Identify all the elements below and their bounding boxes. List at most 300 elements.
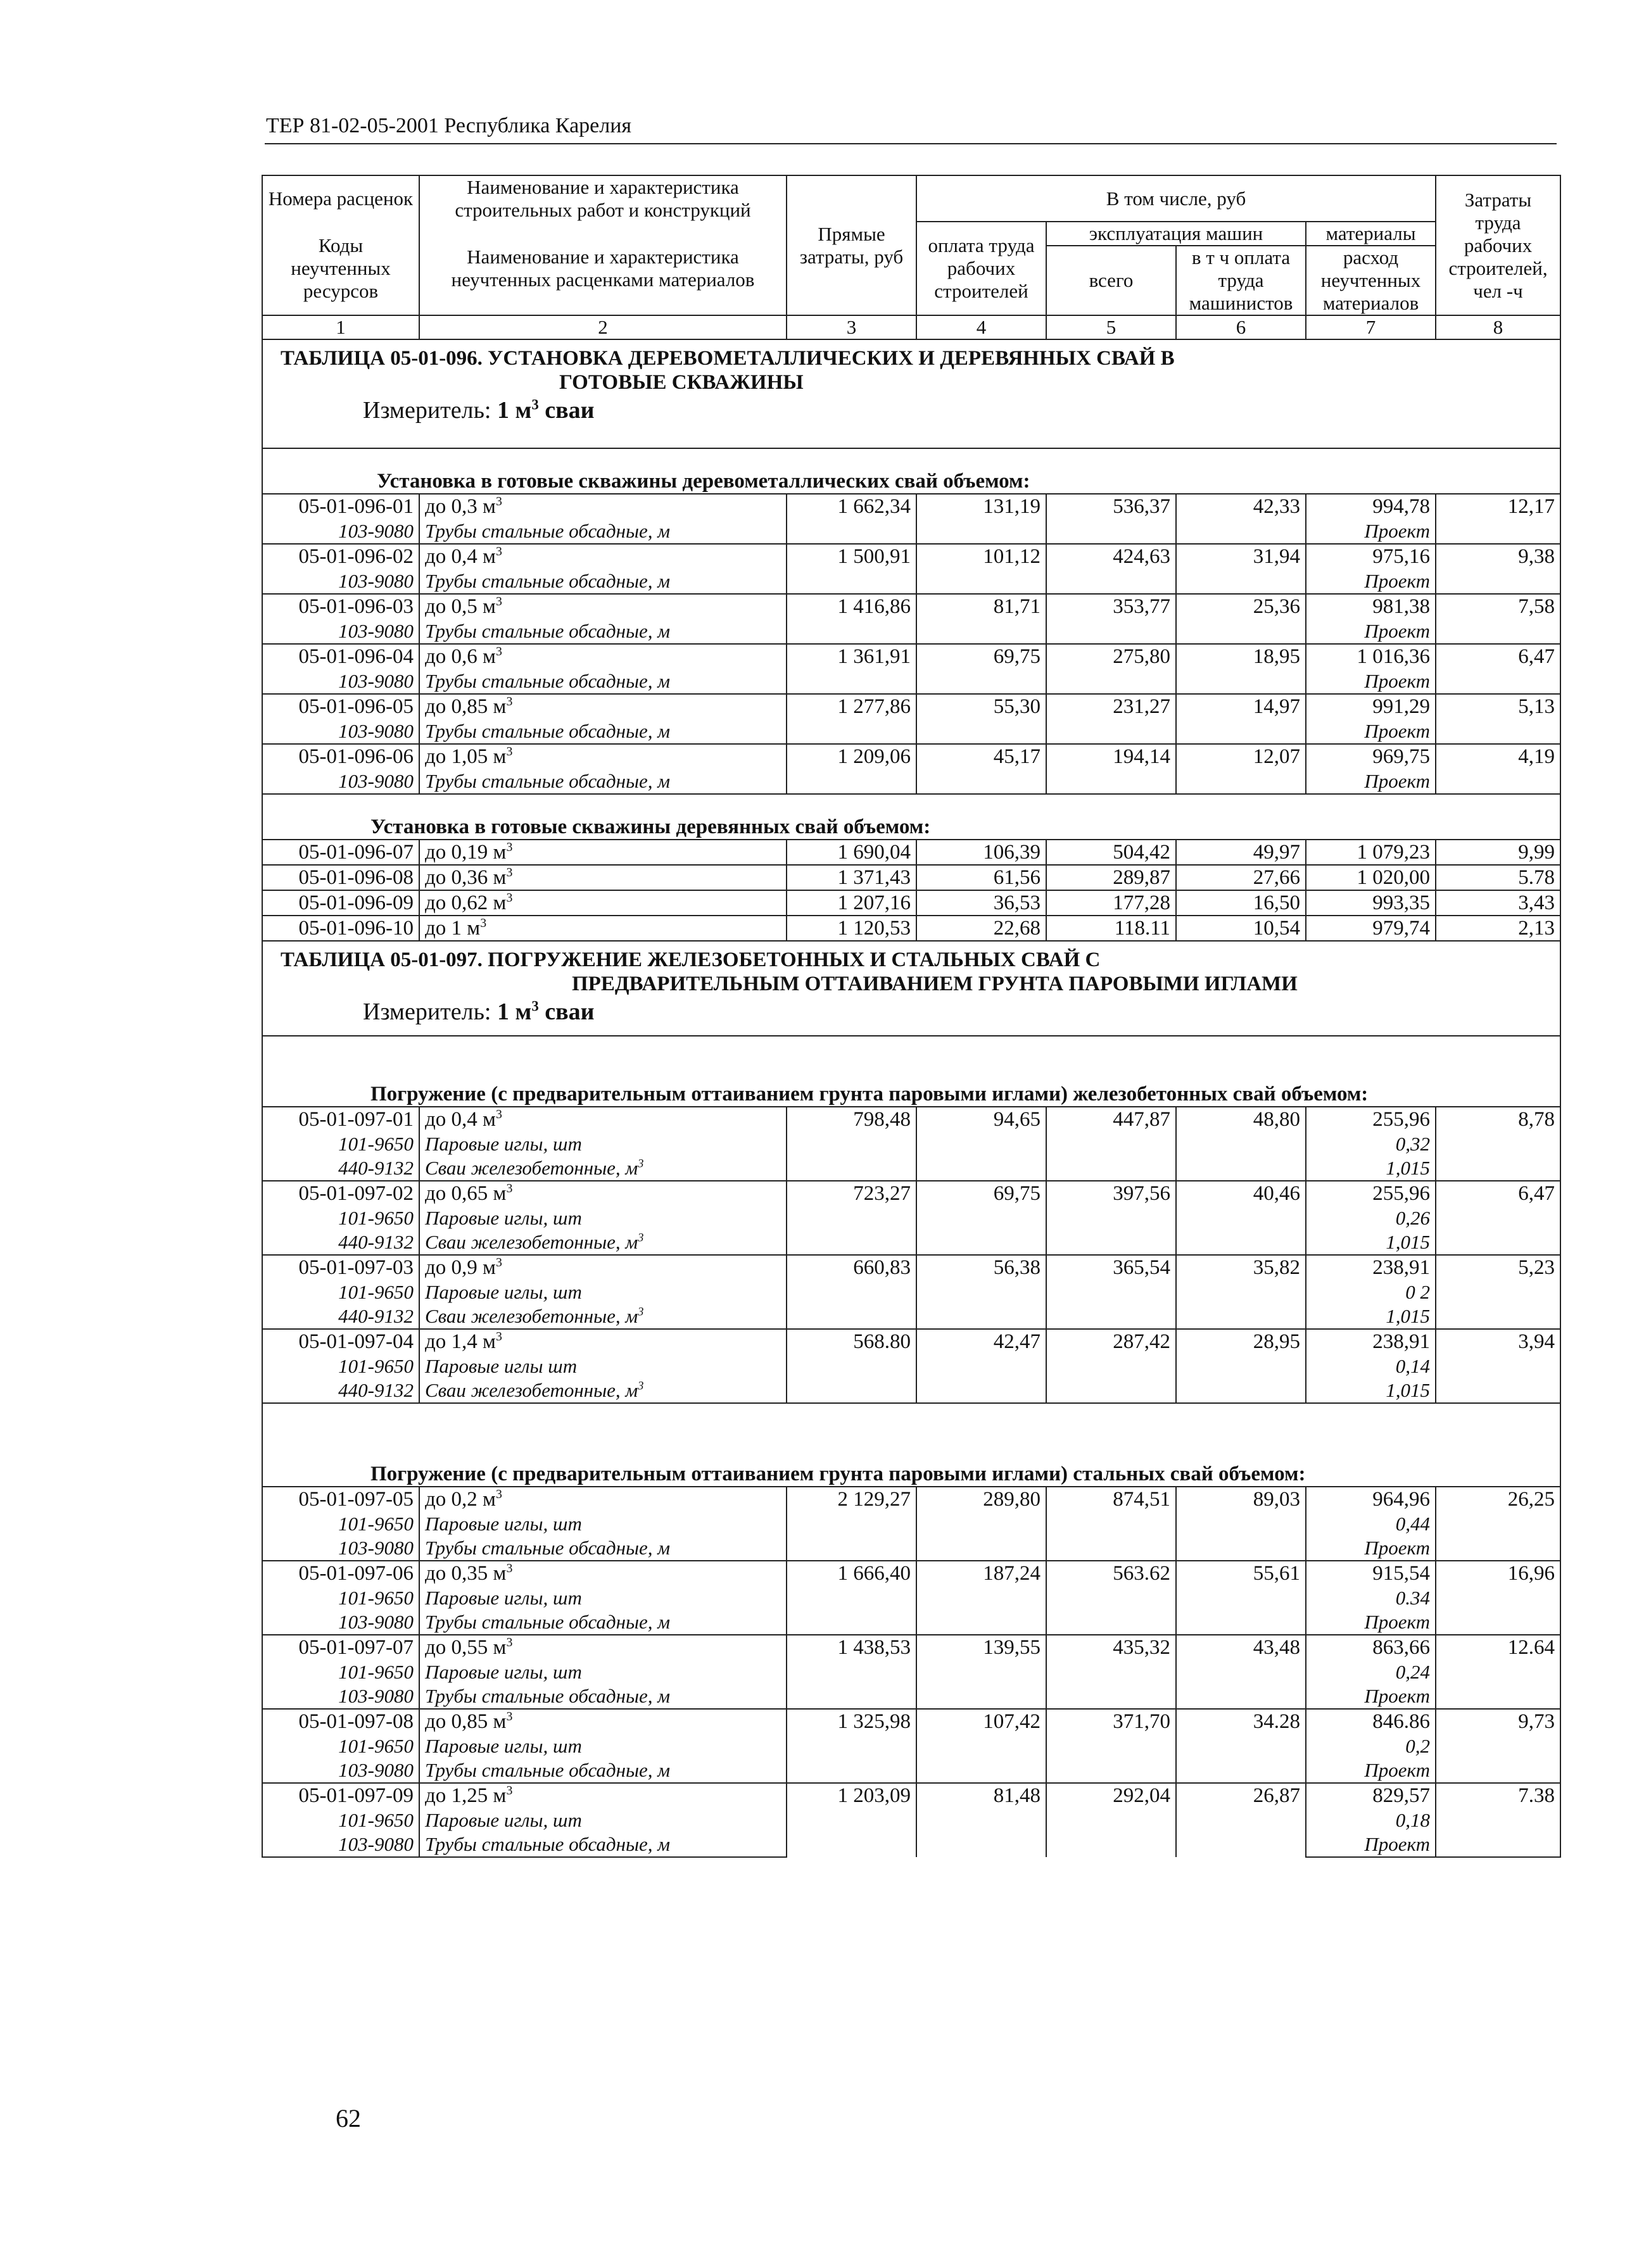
cubic-sup: 3	[506, 840, 513, 854]
value-c4: 139,55	[916, 1635, 1046, 1709]
value-c4: 289,80	[916, 1487, 1046, 1561]
value-c4: 107,42	[916, 1709, 1046, 1783]
table-title-line2: ПРЕДВАРИТЕЛЬНЫМ ОТТАИВАНИЕМ ГРУНТА ПАРОВЫМИ ИГЛАМИ	[572, 973, 1298, 995]
col-header-including: В том числе, руб	[916, 175, 1436, 222]
resource-quantity: Проект	[1306, 1536, 1436, 1561]
resource-code: 103-9080	[262, 519, 419, 544]
value-c5: 874,51	[1046, 1487, 1176, 1561]
col-header-materials: материалы	[1306, 222, 1436, 246]
col-header-codes: Номера расценок	[262, 175, 419, 222]
resource-code: 101-9650	[262, 1660, 419, 1684]
col-header-operator-pay: в т ч оплата труда машинистов	[1176, 246, 1306, 315]
resource-code: 101-9650	[262, 1354, 419, 1378]
col-header-resource-codes: Коды неучтенных ресурсов	[262, 222, 419, 315]
resource-quantity: 0,24	[1306, 1660, 1436, 1684]
rate-code: 05-01-096-05	[262, 694, 419, 719]
work-name	[419, 865, 787, 890]
measure-sup: 3	[531, 396, 539, 413]
section-heading: Погружение (с предварительным оттаиванием грунта паровыми иглами) стальных свай объемом:	[262, 1403, 1560, 1487]
resource-name	[419, 719, 787, 744]
table-title-096	[262, 339, 1560, 448]
table-row	[262, 916, 1560, 941]
col-number: 1	[262, 315, 419, 339]
value-c6: 14,97	[1176, 694, 1306, 744]
table-row	[262, 1635, 1560, 1660]
resource-code: 103-9080	[262, 1832, 419, 1857]
resource-name	[419, 619, 787, 644]
table-row	[262, 890, 1560, 916]
col-header-machines-total: всего	[1046, 246, 1176, 315]
resource-quantity: Проект	[1306, 569, 1436, 594]
work-name-text: до 0,5 м	[425, 595, 496, 618]
value-c7: 1 020,00	[1306, 865, 1436, 890]
table-row	[262, 1255, 1560, 1280]
resource-quantity: Проект	[1306, 719, 1436, 744]
value-c7: 975,16	[1306, 544, 1436, 569]
work-name	[419, 1181, 787, 1206]
value-c7: 863,66	[1306, 1635, 1436, 1660]
value-c5: 397,56	[1046, 1181, 1176, 1255]
work-name-text: до 0,9 м	[425, 1256, 496, 1279]
work-name	[419, 544, 787, 569]
resource-name	[419, 1206, 787, 1230]
measure-unit	[268, 1000, 1555, 1024]
rate-code: 05-01-096-07	[262, 840, 419, 865]
section-heading: Установка в готовые скважины деревометаллических свай объемом:	[262, 448, 1560, 494]
value-c8: 9,99	[1436, 840, 1560, 865]
rate-code: 05-01-096-09	[262, 890, 419, 916]
value-c6: 35,82	[1176, 1255, 1306, 1329]
work-name	[419, 1561, 787, 1586]
value-c7: 1 079,23	[1306, 840, 1436, 865]
work-name	[419, 744, 787, 769]
resource-quantity: 0,14	[1306, 1354, 1436, 1378]
work-name	[419, 1709, 787, 1734]
resource-quantity: 0.34	[1306, 1586, 1436, 1610]
resource-code: 103-9080	[262, 1684, 419, 1709]
resource-name-text: Трубы стальные обсадные, м	[425, 620, 671, 642]
work-name	[419, 494, 787, 519]
value-c4: 101,12	[916, 544, 1046, 594]
resource-quantity: Проект	[1306, 519, 1436, 544]
value-c6: 48,80	[1176, 1107, 1306, 1181]
work-name-text: до 0,6 м	[425, 645, 496, 668]
resource-code: 101-9650	[262, 1280, 419, 1304]
value-c6: 43,48	[1176, 1635, 1306, 1709]
col-number: 6	[1176, 315, 1306, 339]
table-row	[262, 544, 1560, 569]
measure-label: Измеритель:	[363, 397, 491, 424]
value-c5: 353,77	[1046, 594, 1176, 644]
col-number: 5	[1046, 315, 1176, 339]
value-c8: 12.64	[1436, 1635, 1560, 1709]
table-row	[262, 694, 1560, 719]
resource-quantity: 0,2	[1306, 1734, 1436, 1758]
value-c3: 1 325,98	[787, 1709, 916, 1783]
value-c5: 504,42	[1046, 840, 1176, 865]
cubic-sup: 3	[506, 1561, 513, 1575]
document-header: ТЕР 81-02-05-2001 Республика Карелия	[266, 114, 632, 137]
work-name-text: до 0,4 м	[425, 545, 496, 568]
value-c8: 3,94	[1436, 1329, 1560, 1403]
resource-name-text: Трубы стальные обсадные, м	[425, 720, 671, 742]
resource-name	[419, 1758, 787, 1783]
cubic-sup: 3	[506, 1784, 513, 1798]
value-c5: 275,80	[1046, 644, 1176, 694]
col-header-worker-pay: оплата труда рабочих строителей	[916, 222, 1046, 315]
table-row	[262, 865, 1560, 890]
resource-name	[419, 1832, 787, 1857]
section-heading: Погружение (с предварительным оттаиванием грунта паровыми иглами) железобетонных свай объемом:	[262, 1036, 1560, 1107]
value-c3: 1 416,86	[787, 594, 916, 644]
resource-name	[419, 1304, 787, 1329]
resource-name-text: Паровые иглы, шт	[425, 1661, 582, 1683]
value-c5: 289,87	[1046, 865, 1176, 890]
value-c3: 1 662,34	[787, 494, 916, 544]
value-c3: 1 209,06	[787, 744, 916, 794]
resource-quantity: 1,015	[1306, 1156, 1436, 1181]
work-name	[419, 1329, 787, 1354]
work-name-text: до 1,25 м	[425, 1784, 507, 1807]
rate-code: 05-01-096-10	[262, 916, 419, 941]
resource-quantity: 1,015	[1306, 1378, 1436, 1403]
work-name	[419, 916, 787, 941]
resource-code: 101-9650	[262, 1808, 419, 1832]
value-c5: 371,70	[1046, 1709, 1176, 1783]
col-header-work-name: Наименование и характеристика строительных работ и конструкций	[419, 175, 787, 222]
measure-value: 1 м	[497, 397, 532, 424]
work-name-text: до 0,4 м	[425, 1108, 496, 1131]
resource-name-text: Трубы стальные обсадные, м	[425, 1537, 671, 1559]
cubic-sup: 3	[506, 891, 513, 905]
resource-name	[419, 569, 787, 594]
value-c6: 27,66	[1176, 865, 1306, 890]
rate-code: 05-01-097-06	[262, 1561, 419, 1586]
resource-name-text: Паровые иглы, шт	[425, 1207, 582, 1229]
value-c4: 42,47	[916, 1329, 1046, 1403]
table-row	[262, 644, 1560, 669]
value-c7: 969,75	[1306, 744, 1436, 769]
work-name-text: до 0,85 м	[425, 695, 507, 718]
table-title-line2: ГОТОВЫЕ СКВАЖИНЫ	[559, 371, 804, 394]
work-name	[419, 1635, 787, 1660]
resource-name	[419, 1808, 787, 1832]
value-c7: 981,38	[1306, 594, 1436, 619]
value-c6: 89,03	[1176, 1487, 1306, 1561]
work-name-text: до 1 м	[425, 917, 481, 940]
value-c8: 6,47	[1436, 1181, 1560, 1255]
resource-name-text: Сваи железобетонные, м	[425, 1231, 638, 1253]
value-c5: 435,32	[1046, 1635, 1176, 1709]
value-c4: 55,30	[916, 694, 1046, 744]
value-c5: 292,04	[1046, 1783, 1176, 1857]
value-c5: 563.62	[1046, 1561, 1176, 1635]
value-c7: 991,29	[1306, 694, 1436, 719]
value-c3: 1 277,86	[787, 694, 916, 744]
value-c8: 12,17	[1436, 494, 1560, 544]
value-c7: 846.86	[1306, 1709, 1436, 1734]
resource-quantity: 0,32	[1306, 1132, 1436, 1156]
value-c3: 1 666,40	[787, 1561, 916, 1635]
work-name	[419, 1783, 787, 1808]
rate-code: 05-01-097-04	[262, 1329, 419, 1354]
work-name	[419, 644, 787, 669]
work-name	[419, 1487, 787, 1512]
table-row	[262, 1107, 1560, 1132]
cubic-sup: 3	[638, 1379, 644, 1393]
value-c6: 16,50	[1176, 890, 1306, 916]
rate-code: 05-01-097-09	[262, 1783, 419, 1808]
resource-name	[419, 1512, 787, 1536]
work-name	[419, 1255, 787, 1280]
value-c8: 5,23	[1436, 1255, 1560, 1329]
rate-code: 05-01-096-06	[262, 744, 419, 769]
value-c8: 2,13	[1436, 916, 1560, 941]
value-c3: 660,83	[787, 1255, 916, 1329]
work-name-text: до 0,19 м	[425, 841, 507, 864]
value-c3: 1 120,53	[787, 916, 916, 941]
rate-code: 05-01-096-08	[262, 865, 419, 890]
resource-code: 103-9080	[262, 769, 419, 794]
table-title-097	[262, 941, 1560, 1036]
value-c7: 238,91	[1306, 1329, 1436, 1354]
cubic-sup: 3	[495, 1107, 502, 1121]
rate-code: 05-01-097-03	[262, 1255, 419, 1280]
value-c8: 9,73	[1436, 1709, 1560, 1783]
table-row	[262, 1487, 1560, 1512]
resource-name-text: Паровые иглы шт	[425, 1355, 578, 1377]
cubic-sup: 3	[638, 1305, 644, 1319]
measure-unit-text: сваи	[545, 999, 595, 1025]
table-row	[262, 1561, 1560, 1586]
cubic-sup: 3	[506, 1181, 513, 1195]
cubic-sup: 3	[506, 695, 513, 709]
value-c4: 45,17	[916, 744, 1046, 794]
table-title-line1: ТАБЛИЦА 05-01-096. УСТАНОВКА ДЕРЕВОМЕТАЛЛИЧЕСКИХ И ДЕРЕВЯННЫХ СВАЙ В	[281, 347, 1175, 370]
table-row	[262, 1329, 1560, 1354]
rate-code: 05-01-096-04	[262, 644, 419, 669]
measure-unit-text: сваи	[545, 397, 595, 424]
value-c4: 69,75	[916, 644, 1046, 694]
value-c4: 36,53	[916, 890, 1046, 916]
resource-name-text: Трубы стальные обсадные, м	[425, 570, 671, 592]
cubic-sup: 3	[495, 1487, 502, 1501]
resource-name	[419, 1610, 787, 1635]
value-c7: 915,54	[1306, 1561, 1436, 1586]
resource-name-text: Трубы стальные обсадные, м	[425, 520, 671, 542]
resource-code: 103-9080	[262, 569, 419, 594]
resource-quantity: 1,015	[1306, 1304, 1436, 1329]
page-number: 62	[336, 2104, 361, 2133]
value-c5: 177,28	[1046, 890, 1176, 916]
value-c3: 798,48	[787, 1107, 916, 1181]
value-c3: 1 438,53	[787, 1635, 916, 1709]
value-c6: 12,07	[1176, 744, 1306, 794]
resource-name	[419, 519, 787, 544]
resource-code: 440-9132	[262, 1304, 419, 1329]
cubic-sup: 3	[495, 545, 502, 558]
rate-code: 05-01-097-01	[262, 1107, 419, 1132]
value-c5: 231,27	[1046, 694, 1176, 744]
resource-name	[419, 1280, 787, 1304]
resource-name-text: Сваи железобетонные, м	[425, 1305, 638, 1327]
work-name-text: до 0,36 м	[425, 866, 507, 889]
value-c5: 536,37	[1046, 494, 1176, 544]
value-c4: 187,24	[916, 1561, 1046, 1635]
table-row	[262, 594, 1560, 619]
resource-name	[419, 1586, 787, 1610]
resource-quantity: Проект	[1306, 1758, 1436, 1783]
resource-name-text: Трубы стальные обсадные, м	[425, 670, 671, 692]
resource-code: 103-9080	[262, 1758, 419, 1783]
resource-code: 101-9650	[262, 1586, 419, 1610]
measure-label: Измеритель:	[363, 999, 491, 1025]
measure-unit	[268, 398, 1555, 422]
value-c4: 61,56	[916, 865, 1046, 890]
resource-name	[419, 1354, 787, 1378]
value-c5: 287,42	[1046, 1329, 1176, 1403]
resource-name-text: Паровые иглы, шт	[425, 1513, 582, 1535]
resource-code: 101-9650	[262, 1132, 419, 1156]
value-c4: 106,39	[916, 840, 1046, 865]
value-c6: 26,87	[1176, 1783, 1306, 1857]
value-c8: 4,19	[1436, 744, 1560, 794]
col-header-direct-costs: Прямые затраты, руб	[787, 175, 916, 315]
value-c8: 3,43	[1436, 890, 1560, 916]
work-name-text: до 1,4 м	[425, 1330, 496, 1353]
work-name	[419, 694, 787, 719]
resource-quantity: Проект	[1306, 1832, 1436, 1857]
resource-name-text: Трубы стальные обсадные, м	[425, 1759, 671, 1781]
resource-code: 440-9132	[262, 1230, 419, 1255]
rate-code: 05-01-097-05	[262, 1487, 419, 1512]
value-c8: 16,96	[1436, 1561, 1560, 1635]
section-heading: Установка в готовые скважины деревянных свай объемом:	[262, 794, 1560, 840]
value-c4: 94,65	[916, 1107, 1046, 1181]
resource-quantity: 0,26	[1306, 1206, 1436, 1230]
work-name-text: до 1,05 м	[425, 745, 507, 768]
value-c4: 69,75	[916, 1181, 1046, 1255]
resource-name	[419, 1230, 787, 1255]
value-c8: 9,38	[1436, 544, 1560, 594]
table-row	[262, 494, 1560, 519]
work-name-text: до 0,62 м	[425, 891, 507, 914]
resource-name-text: Паровые иглы, шт	[425, 1281, 582, 1303]
col-header-material-name: Наименование и характеристика неучтенных расценками материалов	[419, 222, 787, 315]
rate-code: 05-01-097-07	[262, 1635, 419, 1660]
resource-code: 101-9650	[262, 1512, 419, 1536]
resource-name	[419, 1660, 787, 1684]
value-c4: 56,38	[916, 1255, 1046, 1329]
value-c7: 979,74	[1306, 916, 1436, 941]
resource-name-text: Трубы стальные обсадные, м	[425, 1685, 671, 1707]
resource-code: 103-9080	[262, 1536, 419, 1561]
value-c7: 255,96	[1306, 1181, 1436, 1206]
cubic-sup: 3	[506, 866, 513, 879]
table-row	[262, 1181, 1560, 1206]
cubic-sup: 3	[495, 645, 502, 658]
work-name-text: до 0,65 м	[425, 1182, 507, 1205]
value-c3: 2 129,27	[787, 1487, 916, 1561]
work-name-text: до 0,2 м	[425, 1488, 496, 1511]
cubic-sup: 3	[506, 1635, 513, 1649]
value-c8: 5,13	[1436, 694, 1560, 744]
value-c3: 1 203,09	[787, 1783, 916, 1857]
header-rule	[265, 143, 1557, 144]
cubic-sup: 3	[480, 916, 487, 930]
value-c6: 42,33	[1176, 494, 1306, 544]
cubic-sup: 3	[495, 595, 502, 608]
table-row	[262, 744, 1560, 769]
resource-quantity: Проект	[1306, 619, 1436, 644]
work-name-text: до 0,35 м	[425, 1562, 507, 1585]
value-c7: 255,96	[1306, 1107, 1436, 1132]
value-c3: 1 690,04	[787, 840, 916, 865]
value-c7: 829,57	[1306, 1783, 1436, 1808]
value-c3: 1 500,91	[787, 544, 916, 594]
resource-code: 103-9080	[262, 1610, 419, 1635]
value-c8: 7.38	[1436, 1783, 1560, 1857]
value-c3: 1 361,91	[787, 644, 916, 694]
table-row	[262, 1783, 1560, 1808]
resource-name	[419, 1132, 787, 1156]
resource-quantity: Проект	[1306, 669, 1436, 694]
col-number: 4	[916, 315, 1046, 339]
work-name-text: до 0,55 м	[425, 1636, 507, 1659]
resource-code: 101-9650	[262, 1734, 419, 1758]
resource-name	[419, 1734, 787, 1758]
cubic-sup: 3	[638, 1157, 644, 1171]
value-c4: 131,19	[916, 494, 1046, 544]
work-name	[419, 890, 787, 916]
value-c6: 18,95	[1176, 644, 1306, 694]
measure-sup: 3	[531, 998, 539, 1014]
rate-code: 05-01-097-02	[262, 1181, 419, 1206]
resource-name	[419, 1684, 787, 1709]
resource-name-text: Трубы стальные обсадные, м	[425, 1611, 671, 1633]
col-number: 7	[1306, 315, 1436, 339]
table-title-line1: ТАБЛИЦА 05-01-097. ПОГРУЖЕНИЕ ЖЕЛЕЗОБЕТОННЫХ И СТАЛЬНЫХ СВАЙ С	[281, 948, 1101, 971]
value-c5: 365,54	[1046, 1255, 1176, 1329]
cubic-sup: 3	[495, 495, 502, 508]
value-c5: 447,87	[1046, 1107, 1176, 1181]
col-number: 2	[419, 315, 787, 339]
value-c6: 28,95	[1176, 1329, 1306, 1403]
value-c6: 49,97	[1176, 840, 1306, 865]
resource-quantity: 0,44	[1306, 1512, 1436, 1536]
resource-quantity: 0,18	[1306, 1808, 1436, 1832]
cubic-sup: 3	[495, 1256, 502, 1269]
resource-name-text: Паровые иглы, шт	[425, 1809, 582, 1831]
table-row	[262, 1709, 1560, 1734]
rate-code: 05-01-097-08	[262, 1709, 419, 1734]
value-c8: 26,25	[1436, 1487, 1560, 1561]
value-c7: 993,35	[1306, 890, 1436, 916]
value-c3: 1 371,43	[787, 865, 916, 890]
resource-name	[419, 769, 787, 794]
col-number: 3	[787, 315, 916, 339]
resource-quantity: Проект	[1306, 769, 1436, 794]
value-c6: 55,61	[1176, 1561, 1306, 1635]
cubic-sup: 3	[506, 1710, 513, 1723]
resource-code: 440-9132	[262, 1156, 419, 1181]
resource-name	[419, 1156, 787, 1181]
work-name	[419, 1107, 787, 1132]
resource-code: 103-9080	[262, 719, 419, 744]
resource-name-text: Сваи железобетонные, м	[425, 1157, 638, 1179]
value-c7: 994,78	[1306, 494, 1436, 519]
value-c3: 1 207,16	[787, 890, 916, 916]
